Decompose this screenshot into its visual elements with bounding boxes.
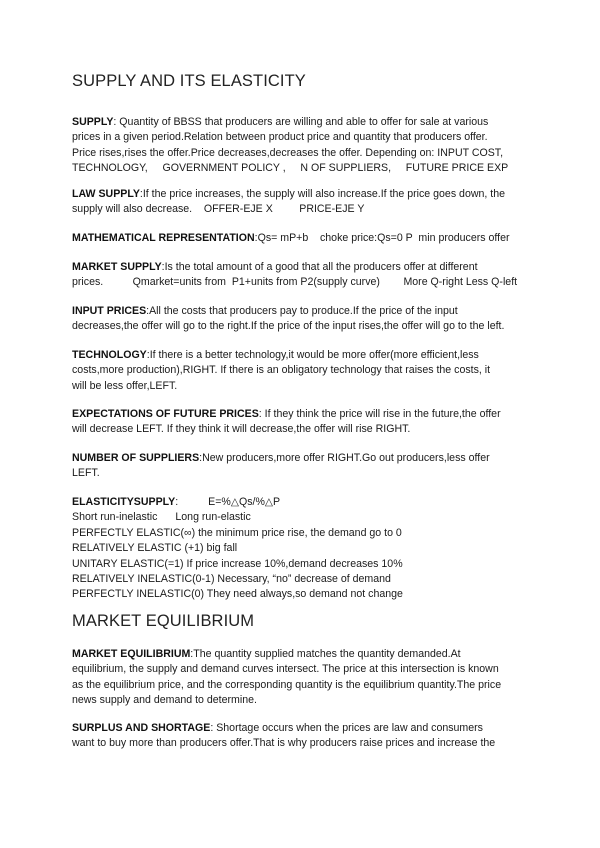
term-input-prices: INPUT PRICES [72,305,147,317]
elasticity-item: RELATIVELY INELASTIC(0-1) Necessary, “no” decrease of demand [72,573,391,586]
term-supply: SUPPLY [72,116,114,128]
paragraph-math-rep: MATHEMATICAL REPRESENTATION:Qs= mP+b choke price:Qs=0 P min producers offer [72,232,510,244]
elasticity-item: RELATIVELY ELASTIC (+1) big fall [72,542,238,555]
paragraph-market-supply: MARKET SUPPLY:Is the total amount of a good that all the producers offer at different prices. Qmarket=units from P1+units from P2(supply curve) More Q-right Less Q-left [72,261,518,289]
elasticity-item: PERFECTLY ELASTIC(∞) the minimum price rise, the demand go to 0 [72,526,402,539]
elasticity-item: PERFECTLY INELASTIC(0) They need always,so demand not change [72,588,403,601]
term-num-suppliers: NUMBER OF SUPPLIERS [72,452,200,464]
paragraph-input-prices: INPUT PRICES:All the costs that producers pay to produce.If the price of the input decreases,the offer will go to the right.If the price of the input rises,the offer will go to the left. [72,305,505,333]
paragraph-supply: SUPPLY: Quantity of BBSS that producers are willing and able to offer for sale at various prices in a given period.Relation between product price and quantity that producers offer. Price rises,rises the offer.Price decreases,decreases the offer. Depending on: INPUT COST, TECHNOLOGY, GOVERNMENT POLICY , N OF SUPPLIERS, FUTURE PRICE EXP [72,116,509,175]
paragraph-num-suppliers: NUMBER OF SUPPLIERS:New producers,more offer RIGHT.Go out producers,less offer LEFT. [72,452,490,480]
section-heading-supply: SUPPLY AND ITS ELASTICITY [72,72,306,90]
term-expectations: EXPECTATIONS OF FUTURE PRICES [72,408,259,420]
paragraph-elasticity: ELASTICITYSUPPLY: E=%△Qs/%△P Short run-inelastic Long run-elastic PERFECTLY ELASTIC(∞) the minimum price rise, the demand go to 0 RELATIVELY ELASTIC (+1) big fall UNITARY ELASTIC(=1) If price increase 10%,demand decreases 10% RELATIVELY INELASTIC(0-1) Necessary, “no” decrease of demand PERFECTLY INELASTIC(0) They need always,so demand not change [72,495,532,603]
paragraph-surplus: SURPLUS AND SHORTAGE: Shortage occurs when the prices are law and consumers want to buy more than producers offer.That is why producers raise prices and increase the [72,722,496,750]
paragraph-market-eq: MARKET EQUILIBRIUM:The quantity supplied matches the quantity demanded.At equilibrium, the supply and demand curves intersect. The price at this intersection is known as the equilibrium price, and the corresponding quantity is the equilibrium quantity.The price news supply and demand to determine. [72,648,502,707]
elasticity-formula: E=%△Qs/%△P [208,496,281,508]
term-surplus: SURPLUS AND SHORTAGE [72,722,211,734]
paragraph-law-supply: LAW SUPPLY:If the price increases, the supply will also increase.If the price goes down, the supply will also decrease. OFFER-EJE X PRICE-EJE Y [72,188,505,216]
term-law-supply: LAW SUPPLY [72,188,140,200]
paragraph-technology: TECHNOLOGY:If there is a better technology,it would be more offer(more efficient,less costs,more production),RIGHT. If there is an obligatory technology that raises the costs, it will be less offer,LEFT. [72,349,491,392]
term-market-supply: MARKET SUPPLY [72,261,162,273]
term-math-rep: MATHEMATICAL REPRESENTATION [72,232,255,244]
paragraph-expectations: EXPECTATIONS OF FUTURE PRICES: If they think the price will rise in the future,the offer will decrease LEFT. If they think it will decrease,the offer will rise RIGHT. [72,408,501,436]
term-elasticity: ELASTICITYSUPPLY [72,496,176,508]
term-market-eq: MARKET EQUILIBRIUM [72,648,191,660]
term-technology: TECHNOLOGY [72,349,147,361]
section-heading-equilibrium: MARKET EQUILIBRIUM [72,612,255,630]
elasticity-item: UNITARY ELASTIC(=1) If price increase 10%,demand decreases 10% [72,557,403,570]
